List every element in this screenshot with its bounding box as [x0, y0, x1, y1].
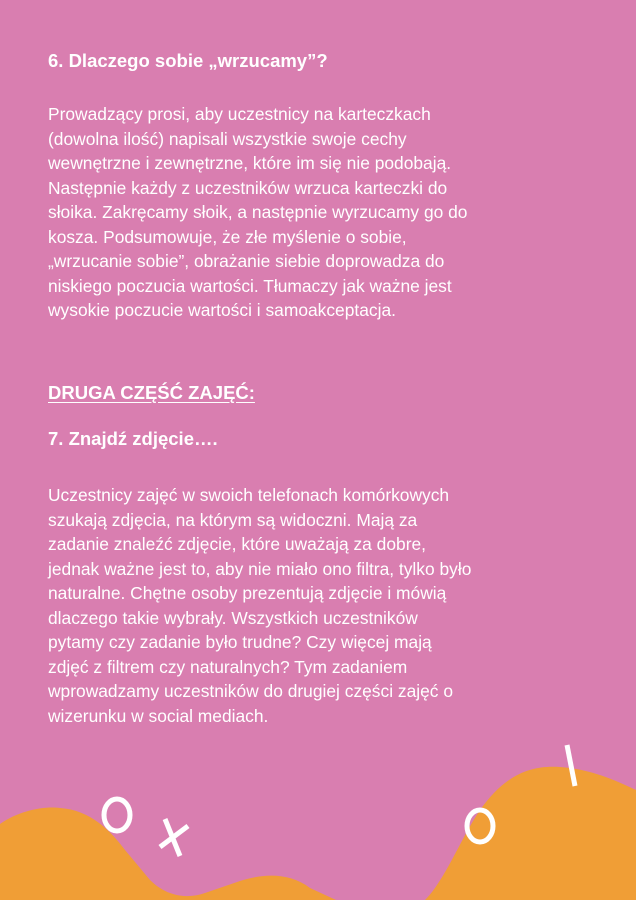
section-6-body: [48, 102, 608, 323]
orange-blob-right: [425, 767, 636, 900]
text-line: jednak ważne jest to, aby nie miało ono filtra, tylko było: [48, 558, 472, 579]
text-line: (dowolna ilość) napisali wszystkie swoje cechy: [48, 128, 407, 149]
text-line: szukają zdjęcia, na którym są widoczni. Mają za: [48, 509, 418, 530]
text-line: dlaczego takie wybrały. Wszystkich uczestników: [48, 607, 418, 628]
text-line: Prowadzący prosi, aby uczestnicy na karteczkach: [48, 104, 431, 124]
text-line: wprowadzamy uczestników do drugiej części zajęć o: [48, 681, 453, 701]
text-line: wizerunku w social mediach.: [48, 705, 269, 726]
text-line: naturalne. Chętne osoby prezentują zdjęcie i mówią: [48, 583, 447, 603]
text-line: „wrzucanie sobie”, obrażanie siebie doprowadza do: [48, 251, 445, 271]
section-6-title: 6. Dlaczego sobie „wrzucamy”?: [48, 50, 328, 71]
text-line: Uczestnicy zajęć w swoich telefonach komórkowych: [48, 485, 450, 505]
text-line: kosza. Podsumowuje, że złe myślenie o sobie,: [48, 226, 407, 247]
text-line: słoika. Zakręcamy słoik, a następnie wyrzucamy go do: [48, 202, 468, 222]
text-line: zdjęć z filtrem czy naturalnych? Tym zadaniem: [48, 656, 408, 677]
text-line: Następnie każdy z uczestników wrzuca karteczki do: [48, 177, 448, 198]
section-7-body: [48, 483, 608, 728]
text-line: niskiego poczucia wartości. Tłumaczy jak ważne jest: [48, 275, 452, 296]
text-line: wysokie poczucie wartości i samoakceptacja.: [48, 300, 396, 320]
text-line: pytamy czy zadanie było trudne? Czy więcej mają: [48, 632, 432, 652]
part-two-heading: DRUGA CZĘŚĆ ZAJĘĆ:: [48, 382, 255, 403]
text-line: zadanie znaleźć zdjęcie, które uważają za dobre,: [48, 534, 426, 554]
circle-icon: [104, 799, 130, 831]
section-7-title: 7. Znajdź zdjęcie….: [48, 428, 218, 449]
cross-icon: [160, 819, 188, 856]
text-line: wewnętrzne i zewnętrzne, które im się nie podobają.: [48, 153, 452, 173]
